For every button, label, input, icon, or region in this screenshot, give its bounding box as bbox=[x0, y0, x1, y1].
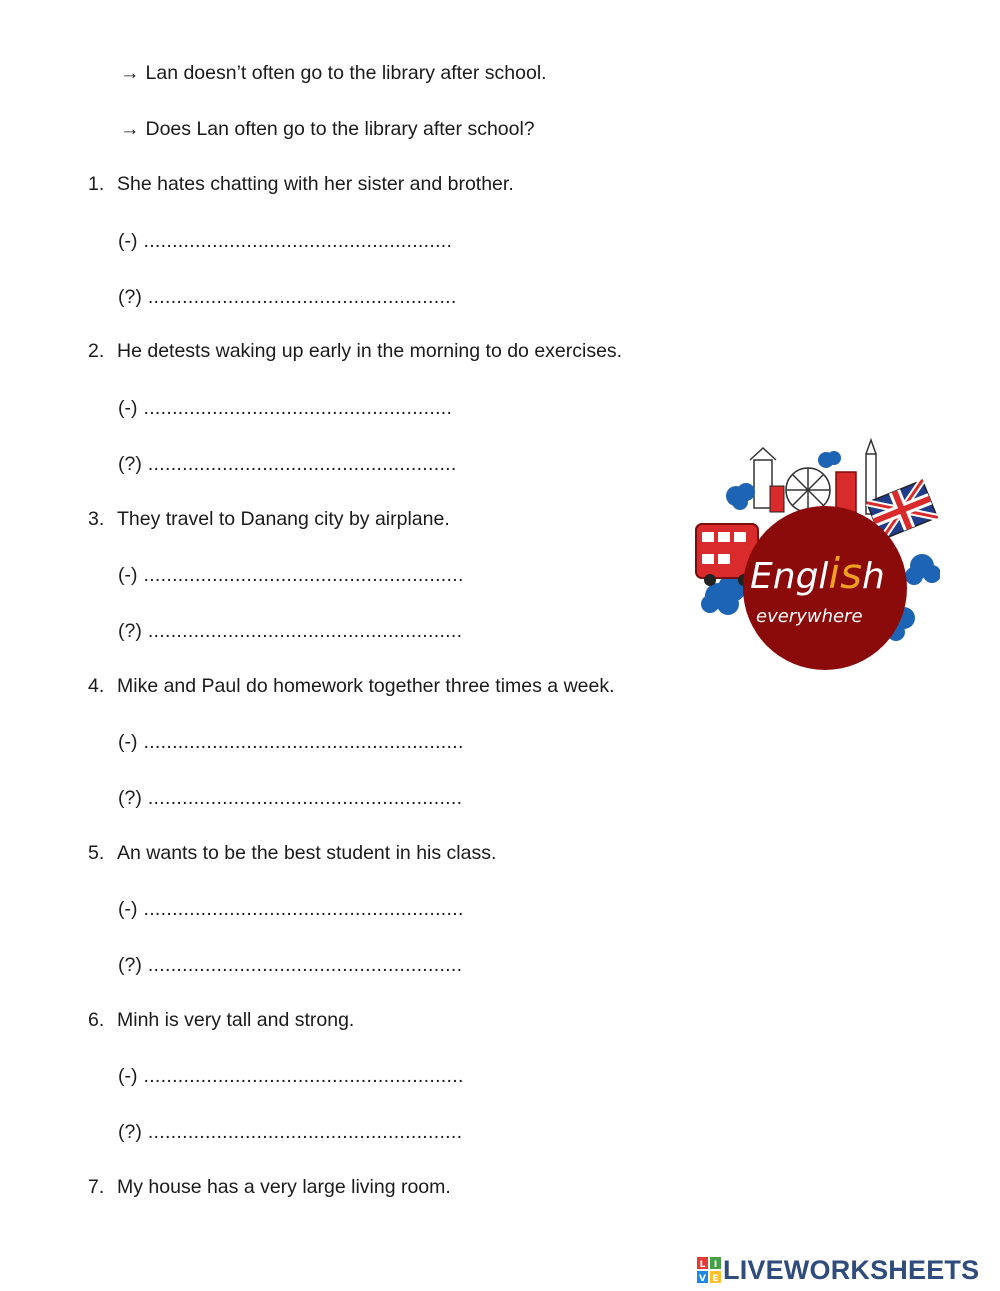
question-sentence: Minh is very tall and strong. bbox=[117, 1009, 355, 1031]
svg-text:I: I bbox=[713, 1260, 718, 1270]
answer-dots: ........................................................ bbox=[143, 731, 464, 753]
question-sentence: He detests waking up early in the morning to do exercises. bbox=[117, 340, 623, 362]
example-text: Lan doesn’t often go to the library after school. bbox=[145, 62, 547, 84]
answer-negative-6 bbox=[118, 1064, 464, 1088]
question-2 bbox=[88, 339, 622, 363]
question-mark: (?) bbox=[118, 1121, 142, 1143]
liveworksheets-brand bbox=[697, 1253, 979, 1287]
logo-word-english: English bbox=[750, 549, 885, 598]
question-1 bbox=[88, 172, 514, 196]
question-mark: (?) bbox=[118, 286, 142, 308]
answer-dots: ...................................................... bbox=[147, 286, 457, 308]
question-number: 3. bbox=[88, 508, 105, 530]
answer-input[interactable] bbox=[145, 617, 479, 645]
question-sentence: My house has a very large living room. bbox=[117, 1176, 451, 1198]
question-mark: (?) bbox=[118, 453, 142, 475]
answer-input[interactable] bbox=[145, 895, 479, 923]
english-everywhere-logo bbox=[690, 438, 940, 673]
answer-dots: ...................................................... bbox=[143, 397, 453, 419]
question-sentence: She hates chatting with her sister and brother. bbox=[117, 173, 514, 195]
answer-negative-2 bbox=[118, 396, 452, 420]
answer-question-6 bbox=[118, 1120, 462, 1144]
answer-dots: ....................................................... bbox=[147, 1121, 463, 1143]
answer-dots: ...................................................... bbox=[147, 453, 457, 475]
arrow-right-icon: → bbox=[120, 62, 140, 84]
example-question bbox=[120, 117, 535, 141]
answer-dots: ........................................................ bbox=[143, 1065, 464, 1087]
answer-dots: ........................................................ bbox=[143, 898, 464, 920]
negative-mark: (-) bbox=[118, 1065, 138, 1087]
question-sentence: They travel to Danang city by airplane. bbox=[117, 508, 450, 530]
answer-negative-4 bbox=[118, 730, 464, 754]
answer-input[interactable] bbox=[145, 283, 479, 311]
answer-question-5 bbox=[118, 953, 462, 977]
svg-text:L: L bbox=[699, 1260, 706, 1270]
answer-input[interactable] bbox=[145, 1118, 479, 1146]
answer-dots: ....................................................... bbox=[147, 954, 463, 976]
answer-question-1 bbox=[118, 285, 457, 309]
answer-input[interactable] bbox=[145, 394, 479, 422]
question-number: 6. bbox=[88, 1009, 105, 1031]
answer-dots: ....................................................... bbox=[147, 620, 463, 642]
question-number: 5. bbox=[88, 842, 105, 864]
negative-mark: (-) bbox=[118, 898, 138, 920]
question-7 bbox=[88, 1175, 451, 1199]
question-number: 1. bbox=[88, 173, 105, 195]
phone-booth-icon bbox=[836, 472, 856, 512]
negative-mark: (-) bbox=[118, 731, 138, 753]
logo-tagline: everywhere bbox=[756, 606, 863, 627]
answer-input[interactable] bbox=[145, 1062, 479, 1090]
question-mark: (?) bbox=[118, 620, 142, 642]
question-number: 2. bbox=[88, 340, 105, 362]
negative-mark: (-) bbox=[118, 397, 138, 419]
question-6 bbox=[88, 1008, 354, 1032]
answer-question-3 bbox=[118, 619, 462, 643]
example-negative bbox=[120, 61, 547, 85]
question-mark: (?) bbox=[118, 787, 142, 809]
liveworksheets-logo-icon bbox=[697, 1257, 721, 1283]
negative-mark: (-) bbox=[118, 564, 138, 586]
question-number: 7. bbox=[88, 1176, 105, 1198]
svg-text:V: V bbox=[699, 1274, 706, 1283]
answer-input[interactable] bbox=[145, 450, 479, 478]
question-sentence: An wants to be the best student in his class. bbox=[117, 842, 497, 864]
answer-input[interactable] bbox=[145, 561, 479, 589]
question-4 bbox=[88, 674, 615, 698]
brand-name: LIVEWORKSHEETS bbox=[723, 1254, 980, 1285]
svg-text:E: E bbox=[712, 1274, 719, 1283]
answer-input[interactable] bbox=[145, 227, 479, 255]
question-5 bbox=[88, 841, 496, 865]
answer-input[interactable] bbox=[145, 784, 479, 812]
negative-mark: (-) bbox=[118, 230, 138, 252]
arrow-right-icon: → bbox=[120, 118, 140, 140]
answer-negative-3 bbox=[118, 563, 464, 587]
answer-input[interactable] bbox=[145, 728, 479, 756]
answer-input[interactable] bbox=[145, 951, 479, 979]
answer-dots: ...................................................... bbox=[143, 230, 453, 252]
london-landmarks-icon bbox=[750, 440, 876, 514]
answer-question-2 bbox=[118, 452, 457, 476]
question-number: 4. bbox=[88, 675, 105, 697]
answer-negative-1 bbox=[118, 229, 452, 253]
question-mark: (?) bbox=[118, 954, 142, 976]
guard-icon bbox=[770, 486, 784, 512]
answer-dots: ....................................................... bbox=[147, 787, 463, 809]
example-text: Does Lan often go to the library after school? bbox=[145, 118, 535, 140]
answer-negative-5 bbox=[118, 897, 464, 921]
answer-dots: ........................................................ bbox=[143, 564, 464, 586]
question-3 bbox=[88, 507, 450, 531]
question-sentence: Mike and Paul do homework together three times a week. bbox=[117, 675, 615, 697]
answer-question-4 bbox=[118, 786, 462, 810]
